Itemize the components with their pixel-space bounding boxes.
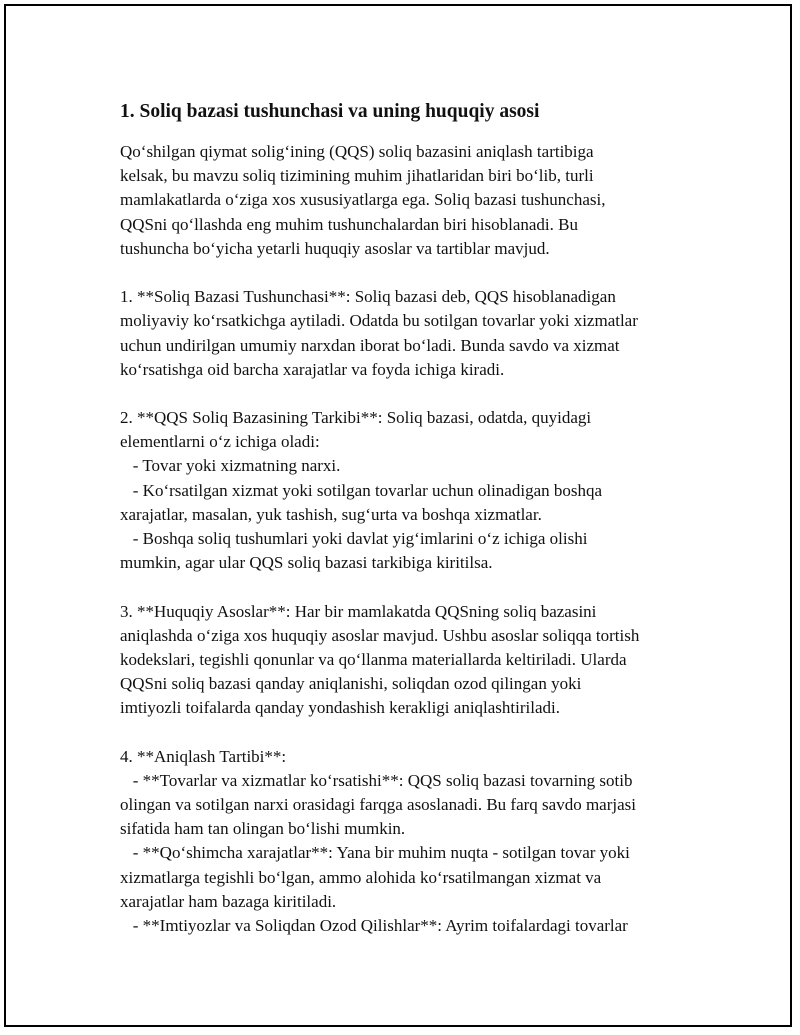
text-line: kelsak, bu mavzu soliq tizimining muhim jihatlaridan biri bo‘lib, turli [120,166,594,186]
document-page [4,4,792,1027]
text-line: mumkin, agar ular QQS soliq bazasi tarkibiga kiritilsa. [120,553,493,573]
list-item: - Tovar yoki xizmatning narxi. [120,456,341,476]
text-line: ko‘rsatishga oid barcha xarajatlar va foyda ichiga kiradi. [120,359,505,379]
text-line: 3. **Huquqiy Asoslar**: Har bir mamlakatda QQSning soliq bazasini [120,601,597,621]
section-4-paragraph [120,745,700,939]
list-item: - **Qo‘shimcha xarajatlar**: Yana bir muhim nuqta - sotilgan tovar yoki [120,843,630,863]
document-title: 1. Soliq bazasi tushunchasi va uning huquqiy asosi [120,101,540,122]
list-item: - Ko‘rsatilgan xizmat yoki sotilgan tovarlar uchun olinadigan boshqa [120,480,603,500]
text-line: 4. **Aniqlash Tartibi**: [120,746,287,766]
text-line: 1. **Soliq Bazasi Tushunchasi**: Soliq bazasi deb, QQS hisoblanadigan [120,287,616,307]
text-line: 2. **QQS Soliq Bazasining Tarkibi**: Soliq bazasi, odatda, quyidagi [120,408,592,428]
text-line: xarajatlar, masalan, yuk tashish, sug‘urta va boshqa xizmatlar. [120,504,542,524]
intro-paragraph [120,140,700,261]
text-line: aniqlashda o‘ziga xos huquqiy asoslar mavjud. Ushbu asoslar soliqqa tortish [120,625,640,645]
text-line: olingan va sotilgan narxi orasidagi farqga asoslanadi. Bu farq savdo marjasi [120,795,636,815]
section-1-paragraph [120,285,700,382]
text-line: mamlakatlarda o‘ziga xos xususiyatlarga ega. Soliq bazasi tushunchasi, [120,190,606,210]
document-content [120,98,700,938]
text-line: QQSni soliq bazasi qanday aniqlanishi, soliqdan ozod qilingan yoki [120,674,582,694]
text-line: uchun undirilgan umumiy narxdan iborat bo‘ladi. Bunda savdo va xizmat [120,335,620,355]
text-line: QQSni qo‘llashda eng muhim tushunchalardan biri hisoblanadi. Bu [120,214,578,234]
paragraph-gap [120,382,700,406]
text-line: moliyaviy ko‘rsatkichga aytiladi. Odatda bu sotilgan tovarlar yoki xizmatlar [120,311,638,331]
text-line: xizmatlarga tegishli bo‘lgan, ammo alohida ko‘rsatilmangan xizmat va [120,867,602,887]
list-item: - **Tovarlar va xizmatlar ko‘rsatishi**: QQS soliq bazasi tovarning sotib [120,770,633,790]
text-line: elementlarni o‘z ichiga oladi: [120,432,320,452]
text-line: kodekslari, tegishli qonunlar va qo‘llanma materiallarda keltiriladi. Ularda [120,649,627,669]
section-3-paragraph [120,600,700,721]
list-item: - Boshqa soliq tushumlari yoki davlat yig‘imlarini o‘z ichiga olishi [120,529,588,548]
section-2-paragraph [120,406,700,575]
text-line: sifatida ham tan olingan bo‘lishi mumkin. [120,819,406,839]
text-line: imtiyozli toifalarda qanday yondashish kerakligi aniqlashtiriladi. [120,698,560,718]
paragraph-gap [120,575,700,599]
paragraph-gap [120,261,700,285]
text-line: Qo‘shilgan qiymat solig‘ining (QQS) soliq bazasini aniqlash tartibiga [120,142,594,161]
paragraph-gap [120,721,700,745]
text-line: tushuncha bo‘yicha yetarli huquqiy asoslar va tartiblar mavjud. [120,238,550,258]
text-line: xarajatlar ham bazaga kiritiladi. [120,891,337,911]
list-item: - **Imtiyozlar va Soliqdan Ozod Qilishlar**: Ayrim toifalardagi tovarlar [120,916,628,935]
